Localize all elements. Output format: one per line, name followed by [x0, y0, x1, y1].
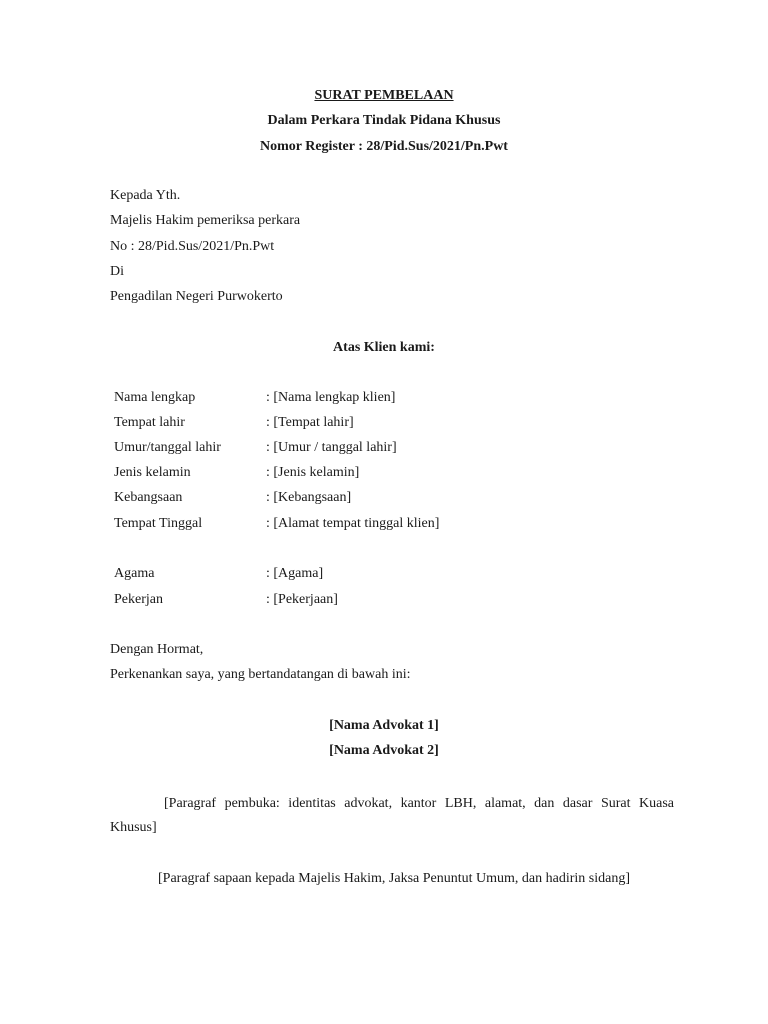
field-label: Tempat Tinggal: [114, 516, 203, 531]
document-title: SURAT PEMBELAAN: [314, 88, 454, 103]
field-label: Tempat lahir: [114, 415, 185, 430]
greeting-line: Perkenankan saya, yang bertandatangan di bawah ini:: [110, 667, 411, 682]
field-label: Pekerjan: [114, 592, 163, 607]
field-value: : [Agama]: [266, 566, 324, 581]
body-paragraph: [Paragraf sapaan kepada Majelis Hakim, Jaksa Penuntut Umum, dan hadirin sidang]: [158, 871, 630, 886]
addressee-line: Pengadilan Negeri Purwokerto: [110, 289, 283, 304]
field-value: : [Alamat tempat tinggal klien]: [266, 516, 440, 531]
field-value: : [Kebangsaan]: [266, 490, 352, 505]
field-value: : [Nama lengkap klien]: [266, 390, 396, 405]
field-value: : [Jenis kelamin]: [266, 465, 360, 480]
advocate-name: [Nama Advokat 2]: [329, 743, 439, 758]
body-paragraph: [Paragraf pembuka: identitas advokat, kantor LBH, alamat, dan dasar Surat Kuasa Khusus]: [110, 796, 674, 835]
client-heading: Atas Klien kami:: [333, 340, 435, 355]
field-value: : [Pekerjaan]: [266, 592, 338, 607]
field-value: : [Umur / tanggal lahir]: [266, 440, 397, 455]
addressee-line: Majelis Hakim pemeriksa perkara: [110, 213, 301, 228]
addressee-line: Kepada Yth.: [110, 188, 181, 203]
register-number: Nomor Register : 28/Pid.Sus/2021/Pn.Pwt: [260, 139, 508, 154]
document-subtitle: Dalam Perkara Tindak Pidana Khusus: [267, 113, 501, 128]
field-label: Kebangsaan: [114, 490, 183, 505]
field-label: Jenis kelamin: [114, 465, 191, 480]
greeting-line: Dengan Hormat,: [110, 642, 204, 657]
field-value: : [Tempat lahir]: [266, 415, 354, 430]
addressee-line: Di: [110, 264, 124, 279]
field-label: Agama: [114, 566, 155, 581]
advocate-name: [Nama Advokat 1]: [329, 718, 439, 733]
addressee-line: No : 28/Pid.Sus/2021/Pn.Pwt: [110, 239, 275, 254]
field-label: Umur/tanggal lahir: [114, 440, 221, 455]
field-label: Nama lengkap: [114, 390, 196, 405]
